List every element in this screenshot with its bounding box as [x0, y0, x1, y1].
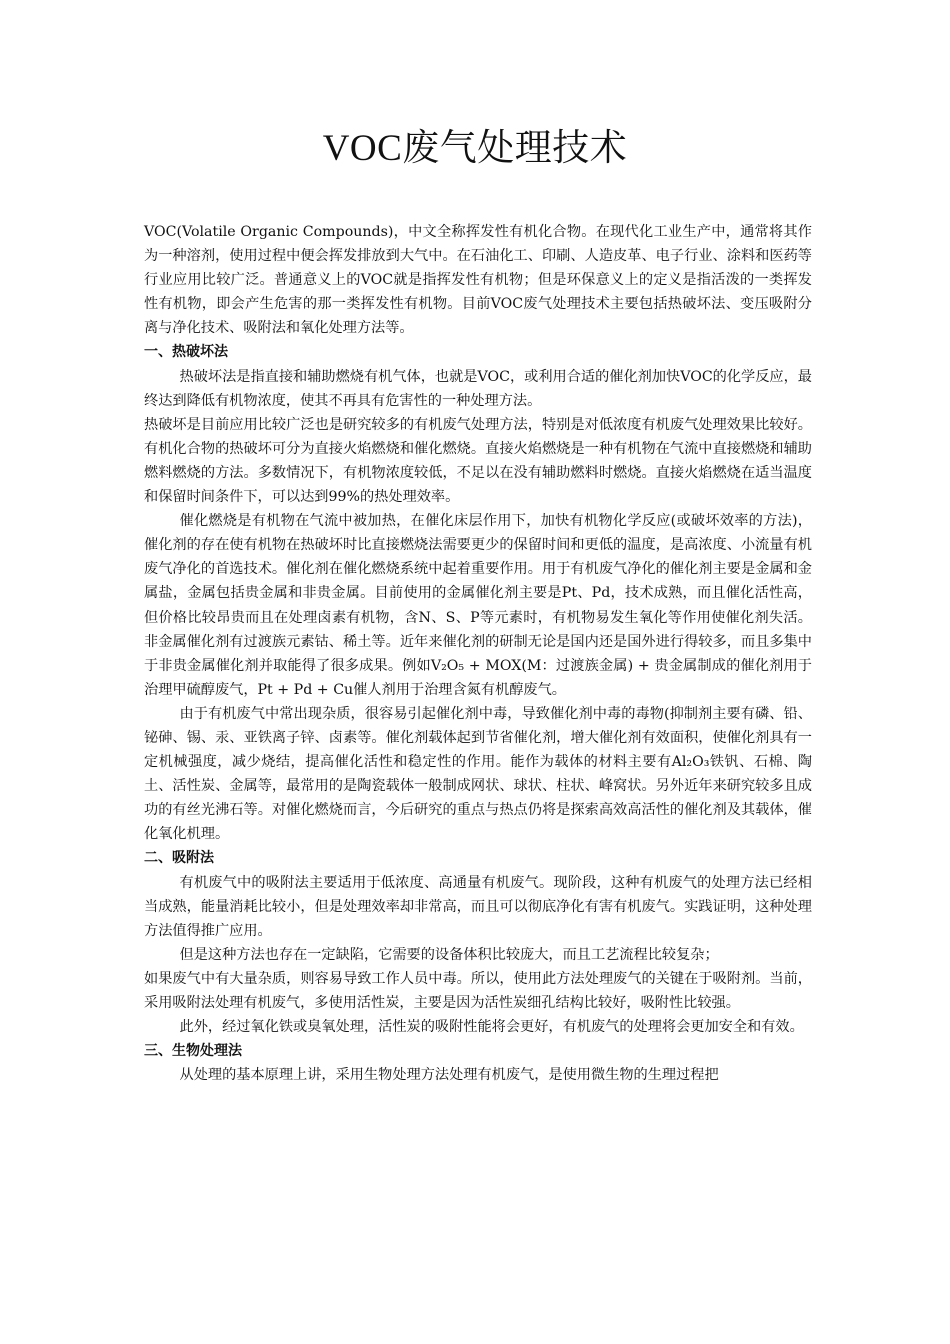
- document-title: VOC废气处理技术: [322, 128, 628, 169]
- paragraph: 由于有机废气中常出现杂质，很容易引起催化剂中毒，导致催化剂中毒的毒物(抑制剂主要有磷、铅、铋砷、锡、汞、亚铁离子锌、卤素等。催化剂载体起到节省催化剂，增大催化剂有效面积，使催化剂具有一定机械强度，减少烧结，提高催化活性和稳定性的作用。能作为载体的材料主要有Al₂O₃铁钒、石棉、陶土、活性炭、金属等，最常用的是陶瓷载体一般制成网状、球状、柱状、峰窝状。另外近年来研究较多且成功的有丝光沸石等。对催化燃烧而言，今后研究的重点与热点仍将是探索高效高活性的催化剂及其载体，催化氧化机理。: [144, 705, 812, 843]
- paragraph: 热破坏法是指直接和辅助燃烧有机气体，也就是VOC，或利用合适的催化剂加快VOC的化学反应，最终达到降低有机物浓度，使其不再具有危害性的一种处理方法。: [144, 368, 812, 409]
- paragraph: 此外，经过氧化铁或臭氧处理，活性炭的吸附性能将会更好，有机废气的处理将会更加安全和有效。: [179, 1019, 804, 1036]
- document-body: [144, 220, 812, 1087]
- paragraph: 热破坏是目前应用比较广泛也是研究较多的有机废气处理方法，特别是对低浓度有机废气处理效果比较好。有机化合物的热破坏可分为直接火焰燃烧和催化燃烧。直接火焰燃烧是一种有机物在气流中直接燃烧和辅助燃料燃烧的方法。多数情况下，有机物浓度较低，不足以在没有辅助燃料时燃烧。直接火焰燃烧在适当温度和保留时间条件下，可以达到99%的热处理效率。: [144, 416, 812, 506]
- paragraph: 催化燃烧是有机物在气流中被加热，在催化床层作用下，加快有机物化学反应(或破坏效率的方法)，催化剂的存在使有机物在热破坏时比直接燃烧法需要更少的保留时间和更低的温度，是高浓度、小流量有机废气净化的首选技术。催化剂在催化燃烧系统中起着重要作用。用于有机废气净化的催化剂主要是金属和金属盐，金属包括贵金属和非贵金属。目前使用的金属催化剂主要是Pt、Pd，技术成熟，而且催化活性高，但价格比较昂贵而且在处理卤素有机物，含N、S、P等元素时，有机物易发生氧化等作用使催化剂失活。非金属催化剂有过渡族元素钴、稀土等。近年来催化剂的研制无论是国内还是国外进行得较多，而且多集中于非贵金属催化剂并取能得了很多成果。例如V₂O₅ + MOX(M：过渡族金属) + 贵金属制成的催化剂用于治理甲硫醇废气，Pt + Pd + Cu催人剂用于治理含氮有机醇废气。: [144, 513, 812, 698]
- section-heading-adsorption: 二、吸附法: [144, 850, 214, 867]
- paragraph: 如果废气中有大量杂质，则容易导致工作人员中毒。所以，使用此方法处理废气的关键在于吸附剂。当前，采用吸附法处理有机废气，多使用活性炭，主要是因为活性炭细孔结构比较好，吸附性比较强。: [144, 970, 812, 1011]
- paragraph: 有机废气中的吸附法主要适用于低浓度、高通量有机废气。现阶段，这种有机废气的处理方法已经相当成熟，能量消耗比较小，但是处理效率却非常高，而且可以彻底净化有害有机废气。实践证明，这种处理方法值得推广应用。: [144, 874, 812, 939]
- section-heading-thermal: 一、热破坏法: [144, 344, 228, 361]
- paragraph: 从处理的基本原理上讲，采用生物处理方法处理有机废气，是使用微生物的生理过程把: [179, 1067, 719, 1084]
- section-heading-biological: 三、生物处理法: [144, 1043, 242, 1060]
- intro-paragraph: VOC(Volatile Organic Compounds)，中文全称挥发性有机化合物。在现代化工业生产中，通常将其作为一种溶剂，使用过程中便会挥发排放到大气中。在石油化工、印刷、人造皮革、电子行业、涂料和医药等行业应用比较广泛。普通意义上的VOC就是指挥发性有机物；但是环保意义上的定义是指活泼的一类挥发性有机物，即会产生危害的那一类挥发性有机物。目前VOC废气处理技术主要包括热破坏法、变压吸附分离与净化技术、吸附法和氧化处理方法等。: [144, 224, 812, 337]
- paragraph: 但是这种方法也存在一定缺陷，它需要的设备体积比较庞大，而且工艺流程比较复杂；: [179, 946, 719, 963]
